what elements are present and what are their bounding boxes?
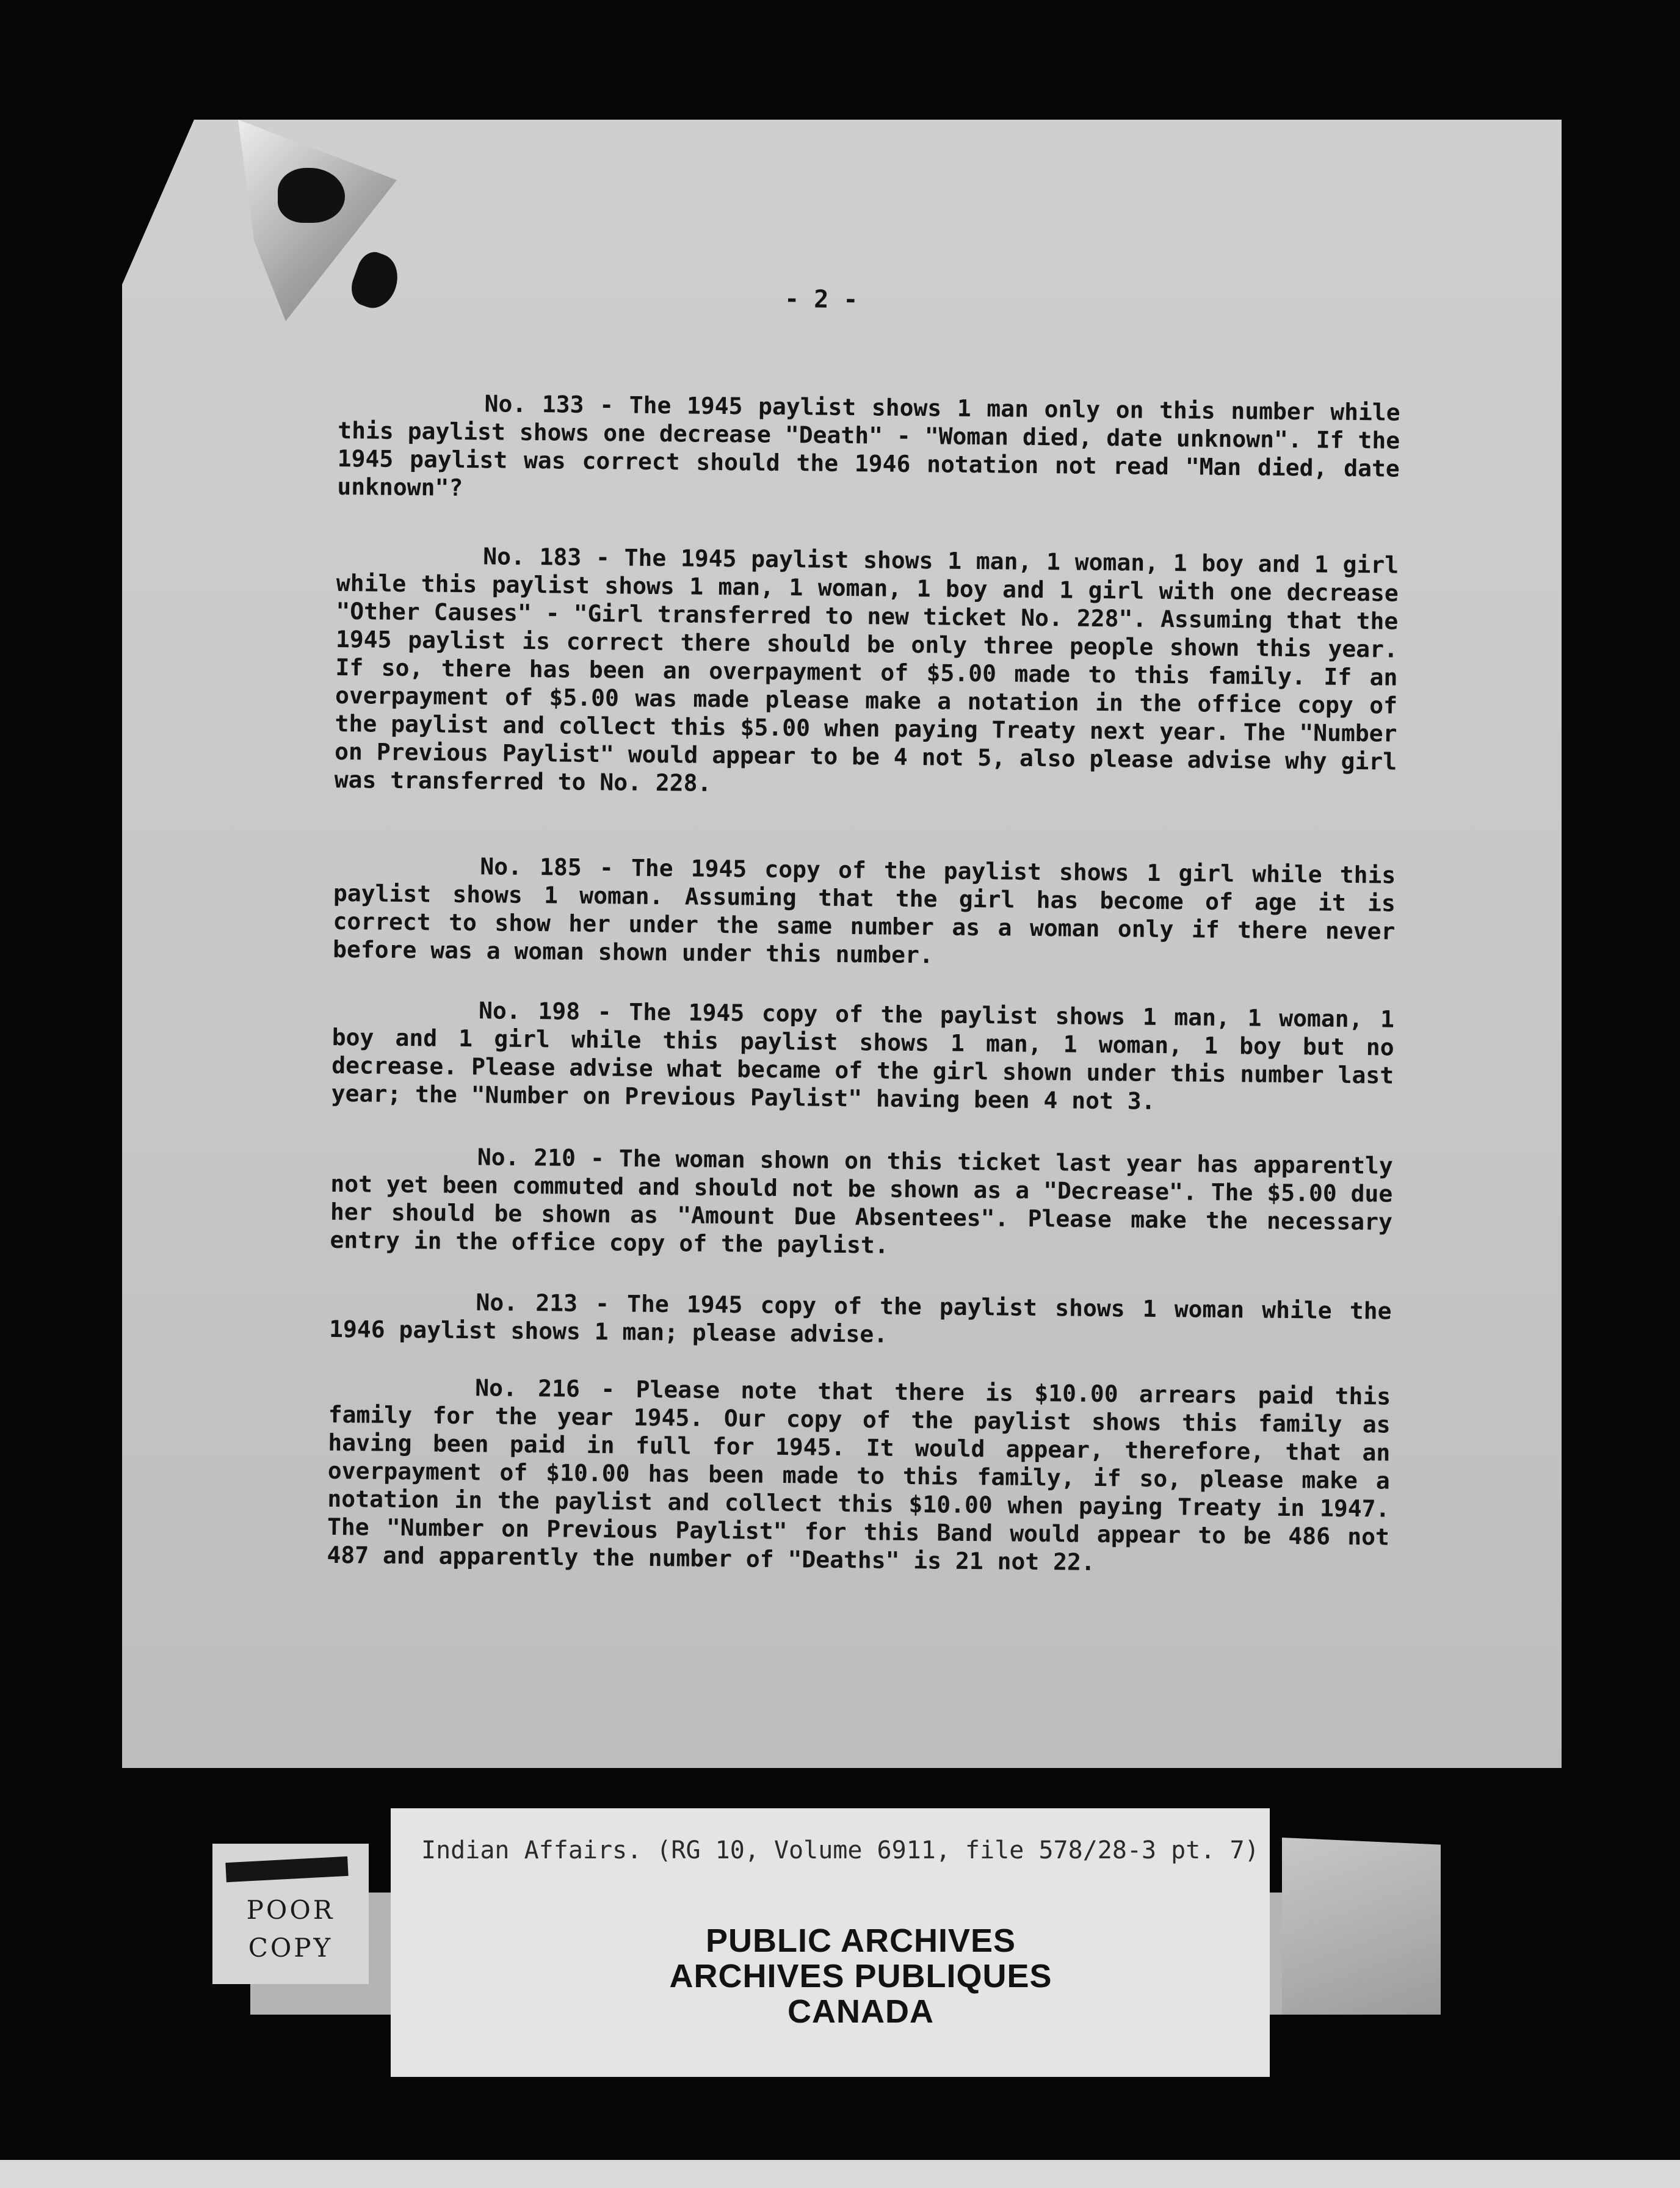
archive-reference: Indian Affairs. (RG 10, Volume 6911, file 578/28-3 pt. 7) bbox=[421, 1836, 1259, 1864]
handwritten-poor: POOR bbox=[246, 1895, 335, 1925]
public-archives-stamp bbox=[586, 1923, 1135, 2029]
paragraph-no-198: No. 198 - The 1945 copy of the paylist shows 1 man, 1 woman, 1 boy and 1 girl while this paylist shows 1 man, 1 woman, 1 boy but no decrease. Please advise what became of the girl shown under this number last year; the "Number on Previous Paylist" having been 4 not 3. bbox=[331, 997, 1395, 1115]
paragraph-no-133: No. 133 - The 1945 paylist shows 1 man only on this number while this paylist shows one decrease "Death" - "Woman died, date unknown". If the 1945 paylist was correct should the 1946 notation not read "Man died, date unknown"? bbox=[337, 390, 1400, 501]
poor-copy-label bbox=[212, 1844, 369, 1984]
stamp-line-1: PUBLIC ARCHIVES bbox=[705, 1922, 1016, 1959]
film-edge bbox=[0, 2160, 1680, 2188]
ink-blot bbox=[278, 168, 345, 223]
folded-label-tab bbox=[1282, 1838, 1441, 2015]
paragraph-no-216: No. 216 - Please note that there is $10.00 arrears paid this family for the year 1945. Our copy of the paylist shows this family as having been paid in full for 1945. It would appear, therefore, that an overpayment of $10.00 has been made to this family, if so, please make a notation in the paylist and collect this $10.00 when paying Treaty in 1947. The "Number on Previous Paylist" for this Band would appear to be 486 not 487 and apparently the number of "Deaths" is 21 not 22. bbox=[327, 1374, 1391, 1576]
page-number: - 2 - bbox=[784, 284, 858, 314]
handwritten-copy: COPY bbox=[248, 1933, 333, 1963]
paragraph-no-183: No. 183 - The 1945 paylist shows 1 man, 1 woman, 1 boy and 1 girl while this paylist shows 1 man, 1 woman, 1 boy and 1 girl with one decrease "Other Causes" - "Girl transferred to new ticket No. 228". Assuming that the 1945 paylist is correct there should be only three people shown this year. If so, there has been an overpayment of $5.00 made to this family. If an overpayment of $5.00 was made please make a notation in the office copy of the paylist and collect this $5.00 when paying Treaty next year. The "Number on Previous Paylist" would appear to be 4 not 5, also please advise why girl was transferred to No. 228. bbox=[334, 543, 1399, 797]
stamp-line-3: CANADA bbox=[788, 1993, 934, 2030]
paragraph-no-185: No. 185 - The 1945 copy of the paylist shows 1 girl while this paylist shows 1 woman. Assuming that the girl has become of age it is correct to show her under the same number as a woman only if there never before was a woman shown under this number. bbox=[332, 853, 1396, 969]
paragraph-no-210: No. 210 - The woman shown on this ticket last year has apparently not yet been commuted and should not be shown as a "Decrease". The $5.00 due her should be shown as "Amount Due Absentees". Please make the necessary entry in the office copy of the paylist. bbox=[330, 1143, 1393, 1259]
stamp-line-2: ARCHIVES PUBLIQUES bbox=[669, 1958, 1052, 1994]
paragraph-no-213: No. 213 - The 1945 copy of the paylist shows 1 woman while the 1946 paylist shows 1 man; please advise. bbox=[328, 1289, 1392, 1348]
redaction-bar bbox=[225, 1857, 348, 1882]
